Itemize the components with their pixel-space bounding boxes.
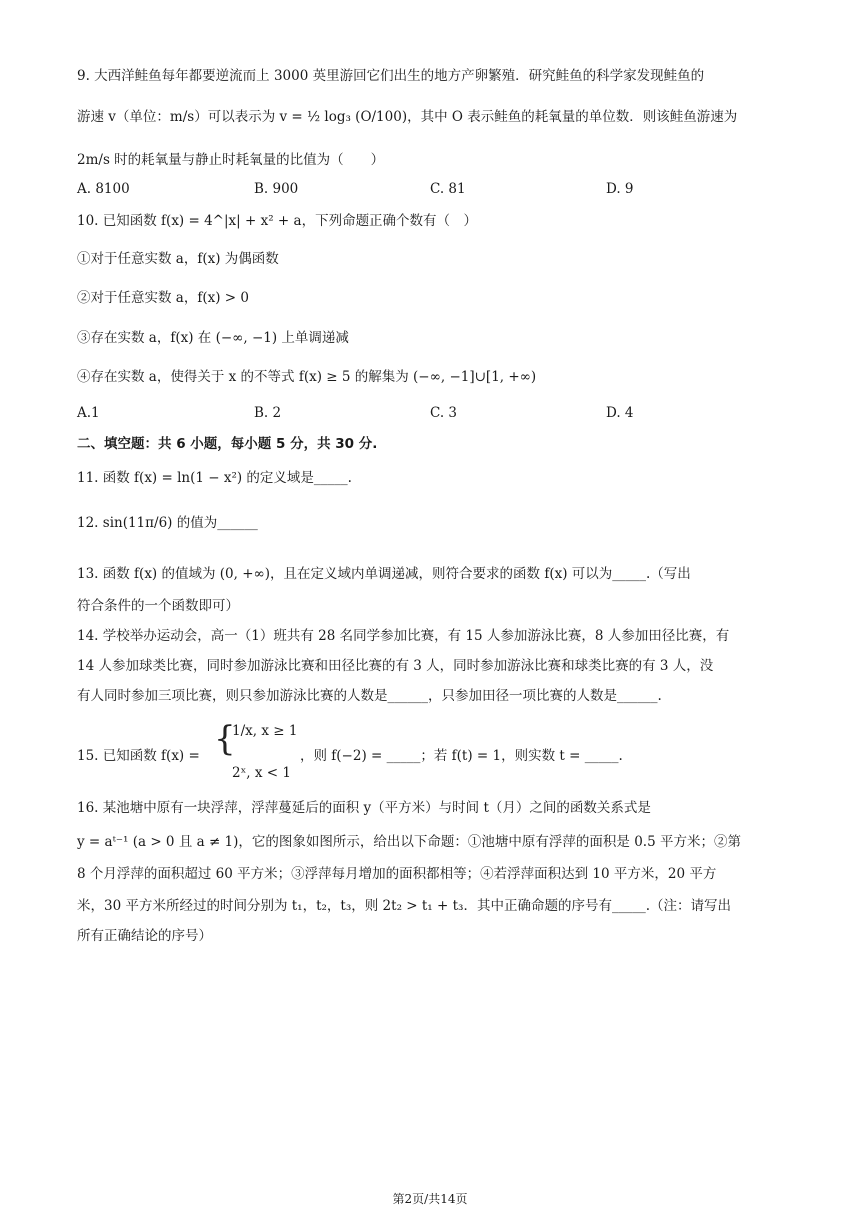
q12: 12. sin(11π/6) 的值为______ xyxy=(77,515,258,531)
q16-line4: 米，30 平方米所经过的时间分别为 t₁，t₂，t₃，则 2t₂ > t₁ + t₃．其中正确命题的序号有_____.（注：请写出 xyxy=(77,898,731,914)
q10-item-2: ②对于任意实数 a，f(x) > 0 xyxy=(77,290,249,306)
q15-case2: 2ˣ, x < 1 xyxy=(232,765,291,781)
q14-line3: 有人同时参加三项比赛，则只参加游泳比赛的人数是______，只参加田径一项比赛的人数是______. xyxy=(77,688,662,704)
q15-prefix: 15. 已知函数 f(x) = xyxy=(77,748,200,764)
q13-line1: 13. 函数 f(x) 的值域为 (0, +∞)，且在定义域内单调递减，则符合要求的函数 f(x) 可以为_____.（写出 xyxy=(77,566,691,582)
q10-option-c: C. 3 xyxy=(430,405,458,421)
brace-glyph: { xyxy=(214,719,236,759)
q10-option-a: A.1 xyxy=(77,405,100,421)
q9-line1: 9. 大西洋鲑鱼每年都要逆流而上 3000 英里游回它们出生的地方产卵繁殖．研究鲑鱼的科学家发现鲑鱼的 xyxy=(77,68,705,84)
q9-option-d: D. 9 xyxy=(606,181,634,197)
q11: 11. 函数 f(x) = ln(1 − x²) 的定义域是_____. xyxy=(77,470,352,486)
q9-option-c: C. 81 xyxy=(430,181,466,197)
q14-line1: 14. 学校举办运动会，高一（1）班共有 28 名同学参加比赛，有 15 人参加游泳比赛，8 人参加田径比赛，有 xyxy=(77,628,730,644)
section-heading: 二、填空题：共 6 小题，每小题 5 分，共 30 分. xyxy=(77,436,378,452)
q9-option-b: B. 900 xyxy=(254,181,299,197)
q9-line2: 游速 v（单位：m/s）可以表示为 v = ½ log₃ (O/100)，其中 O 表示鲑鱼的耗氧量的单位数．则该鲑鱼游速为 xyxy=(77,109,738,125)
q13-line2: 符合条件的一个函数即可） xyxy=(77,598,239,614)
q16-line2: y = aᵗ⁻¹ (a > 0 且 a ≠ 1)，它的图象如图所示，给出以下命题：①池塘中原有浮萍的面积是 0.5 平方米；②第 xyxy=(77,834,741,850)
q16-line1: 16. 某池塘中原有一块浮萍，浮萍蔓延后的面积 y（平方米）与时间 t（月）之间的函数关系式是 xyxy=(77,800,651,816)
q10-option-b: B. 2 xyxy=(254,405,282,421)
q14-line2: 14 人参加球类比赛，同时参加游泳比赛和田径比赛的有 3 人，同时参加游泳比赛和球类比赛的有 3 人，没 xyxy=(77,658,714,674)
q10-item-4: ④存在实数 a，使得关于 x 的不等式 f(x) ≥ 5 的解集为 (−∞, −1]∪[1, +∞) xyxy=(77,369,537,385)
q15-suffix: ，则 f(−2) = _____；若 f(t) = 1，则实数 t = _____. xyxy=(300,748,623,764)
q9-line3: 2m/s 时的耗氧量与静止时耗氧量的比值为（ ） xyxy=(77,152,385,168)
q10-option-d: D. 4 xyxy=(606,405,634,421)
q10-stem: 10. 已知函数 f(x) = 4^|x| + x² + a，下列命题正确个数有（ ） xyxy=(77,213,478,229)
q16-line3: 8 个月浮萍的面积超过 60 平方米；③浮萍每月增加的面积都相等；④若浮萍面积达到 10 平方米，20 平方 xyxy=(77,866,717,882)
q16-line5: 所有正确结论的序号） xyxy=(77,928,212,944)
q15-case1: 1/x, x ≥ 1 xyxy=(232,723,298,739)
q10-item-3: ③存在实数 a，f(x) 在 (−∞, −1) 上单调递减 xyxy=(77,330,349,346)
page-footer: 第2页/共14页 xyxy=(392,1192,468,1206)
q9-option-a: A. 8100 xyxy=(77,181,130,197)
q10-item-1: ①对于任意实数 a，f(x) 为偶函数 xyxy=(77,251,279,267)
